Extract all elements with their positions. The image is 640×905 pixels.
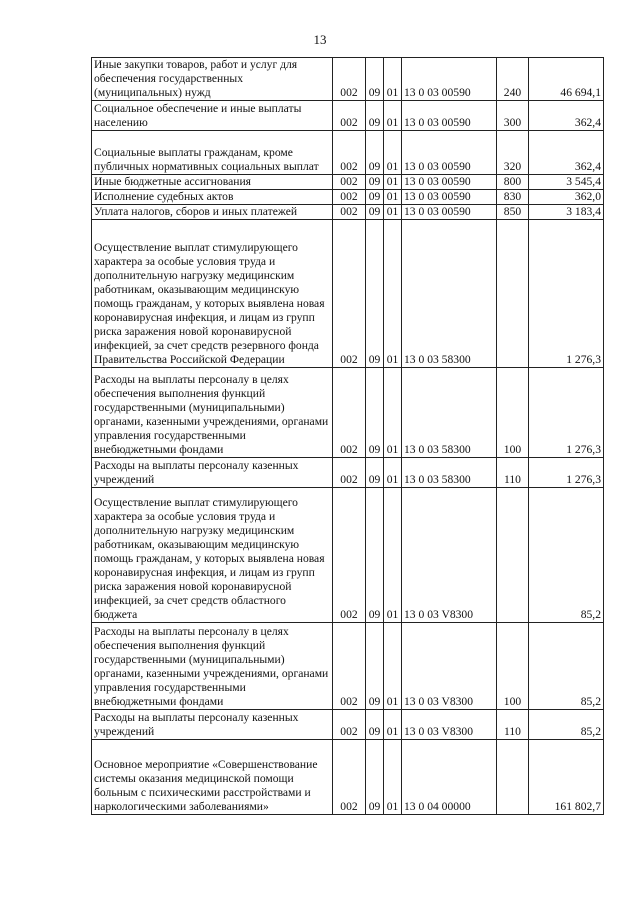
budget-table [91,57,604,815]
row-name-cell: Осуществление выплат стимулирующего характера за особые условия труда и дополнительную нагрузку медицинским работникам, оказывающим медицинскую помощь гражданам, у которых выявлена новая коронавирусная инфекция, и лицам из групп риска заражения новой коронавирусной инфекцией, за счет средств областного бюджета [92,488,333,623]
table-row [92,205,604,220]
vr-cell: 100 [497,368,529,458]
amount-cell: 362,0 [529,190,604,205]
csr-cell: 13 0 03 V8300 [402,488,497,623]
pr-cell: 01 [384,368,402,458]
pr-cell: 01 [384,58,402,101]
grbs-cell: 002 [333,190,366,205]
rz-cell: 09 [366,131,384,175]
csr-cell: 13 0 03 00590 [402,205,497,220]
amount-cell: 46 694,1 [529,58,604,101]
amount-cell: 85,2 [529,710,604,740]
vr-cell: 110 [497,710,529,740]
rz-cell: 09 [366,710,384,740]
vr-cell [497,740,529,815]
grbs-cell: 002 [333,458,366,488]
row-name-cell: Исполнение судебных актов [92,190,333,205]
pr-cell: 01 [384,220,402,368]
csr-cell: 13 0 04 00000 [402,740,497,815]
rz-cell: 09 [366,58,384,101]
grbs-cell: 002 [333,220,366,368]
rz-cell: 09 [366,458,384,488]
csr-cell: 13 0 03 V8300 [402,623,497,710]
vr-cell: 100 [497,623,529,710]
vr-cell [497,220,529,368]
table-row [92,488,604,623]
rz-cell: 09 [366,190,384,205]
csr-cell: 13 0 03 58300 [402,220,497,368]
grbs-cell: 002 [333,740,366,815]
table-row [92,368,604,458]
amount-cell: 85,2 [529,623,604,710]
pr-cell: 01 [384,710,402,740]
grbs-cell: 002 [333,488,366,623]
csr-cell: 13 0 03 00590 [402,190,497,205]
table-row [92,623,604,710]
amount-cell: 362,4 [529,131,604,175]
amount-cell: 161 802,7 [529,740,604,815]
grbs-cell: 002 [333,710,366,740]
row-name-cell: Иные бюджетные ассигнования [92,175,333,190]
pr-cell: 01 [384,131,402,175]
table-row [92,101,604,131]
grbs-cell: 002 [333,101,366,131]
rz-cell: 09 [366,220,384,368]
pr-cell: 01 [384,458,402,488]
amount-cell: 1 276,3 [529,368,604,458]
table-row [92,190,604,205]
vr-cell: 320 [497,131,529,175]
rz-cell: 09 [366,175,384,190]
pr-cell: 01 [384,205,402,220]
csr-cell: 13 0 03 00590 [402,175,497,190]
amount-cell: 3 183,4 [529,205,604,220]
amount-cell: 85,2 [529,488,604,623]
rz-cell: 09 [366,101,384,131]
rz-cell: 09 [366,488,384,623]
grbs-cell: 002 [333,205,366,220]
csr-cell: 13 0 03 V8300 [402,710,497,740]
row-name-cell: Иные закупки товаров, работ и услуг для обеспечения государственных (муниципальных) нужд [92,58,333,101]
vr-cell: 110 [497,458,529,488]
csr-cell: 13 0 03 00590 [402,131,497,175]
grbs-cell: 002 [333,368,366,458]
table-row [92,458,604,488]
row-name-cell: Осуществление выплат стимулирующего характера за особые условия труда и дополнительную нагрузку медицинским работникам, оказывающим медицинскую помощь гражданам, у которых выявлена новая коронавирусная инфекция, и лицам из групп риска заражения новой коронавирусной инфекцией, за счет средств резервного фонда Правительства Российской Федерации [92,220,333,368]
pr-cell: 01 [384,740,402,815]
table-row [92,131,604,175]
vr-cell: 300 [497,101,529,131]
row-name-cell: Расходы на выплаты персоналу в целях обеспечения выполнения функций государственными (муниципальными) органами, казенными учреждениями, органами управления государственными внебюджетными фондами [92,623,333,710]
table-row [92,740,604,815]
row-name-cell: Социальное обеспечение и иные выплаты населению [92,101,333,131]
rz-cell: 09 [366,623,384,710]
pr-cell: 01 [384,175,402,190]
row-name-cell: Социальные выплаты гражданам, кроме публичных нормативных социальных выплат [92,131,333,175]
amount-cell: 362,4 [529,101,604,131]
csr-cell: 13 0 03 58300 [402,458,497,488]
vr-cell [497,488,529,623]
pr-cell: 01 [384,190,402,205]
rz-cell: 09 [366,368,384,458]
amount-cell: 1 276,3 [529,458,604,488]
page-number: 13 [313,32,327,47]
pr-cell: 01 [384,101,402,131]
table-row [92,710,604,740]
vr-cell: 850 [497,205,529,220]
csr-cell: 13 0 03 00590 [402,58,497,101]
vr-cell: 800 [497,175,529,190]
pr-cell: 01 [384,488,402,623]
row-name-cell: Уплата налогов, сборов и иных платежей [92,205,333,220]
table-row [92,175,604,190]
row-name-cell: Основное мероприятие «Совершенствование системы оказания медицинской помощи больным с психическими расстройствами и наркологическими заболеваниями» [92,740,333,815]
grbs-cell: 002 [333,131,366,175]
grbs-cell: 002 [333,58,366,101]
csr-cell: 13 0 03 58300 [402,368,497,458]
rz-cell: 09 [366,205,384,220]
row-name-cell: Расходы на выплаты персоналу в целях обеспечения выполнения функций государственными (муниципальными) органами, казенными учреждениями, органами управления государственными внебюджетными фондами [92,368,333,458]
table-row [92,220,604,368]
row-name-cell: Расходы на выплаты персоналу казенных учреждений [92,710,333,740]
grbs-cell: 002 [333,623,366,710]
rz-cell: 09 [366,740,384,815]
grbs-cell: 002 [333,175,366,190]
amount-cell: 1 276,3 [529,220,604,368]
amount-cell: 3 545,4 [529,175,604,190]
table-row [92,58,604,101]
vr-cell: 830 [497,190,529,205]
csr-cell: 13 0 03 00590 [402,101,497,131]
vr-cell: 240 [497,58,529,101]
pr-cell: 01 [384,623,402,710]
row-name-cell: Расходы на выплаты персоналу казенных учреждений [92,458,333,488]
budget-table-body [92,58,604,815]
